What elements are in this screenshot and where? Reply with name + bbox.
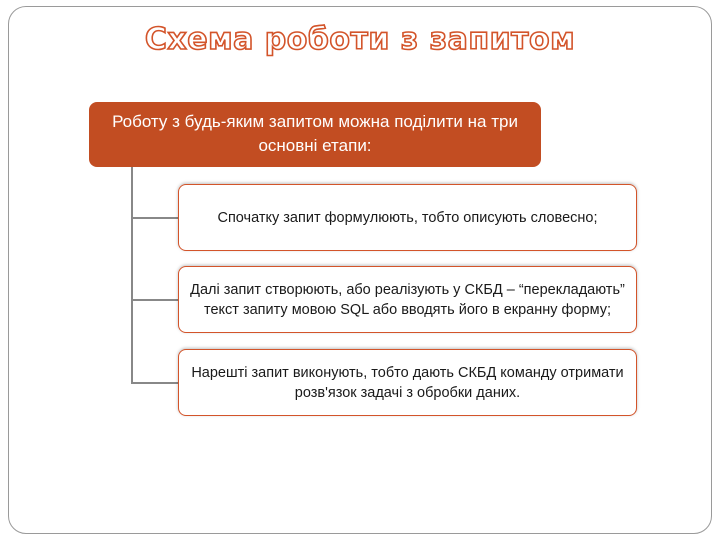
connector-vertical (131, 167, 133, 383)
step-2-text: Далі запит створюють, або реалізують у СКБД – “перекладають” текст запиту мовою SQL або вводять його в екранну форму; (190, 281, 625, 318)
connector-step-2 (131, 299, 178, 301)
header-box: Роботу з будь-яким запитом можна поділити на три основні етапи: (89, 102, 541, 167)
slide-title: Схема роботи з запитом (144, 22, 576, 57)
step-box-3 (178, 349, 637, 416)
step-1-text: Спочатку запит формулюють, тобто описують словесно; (217, 209, 598, 226)
step-3-text: Нарешті запит виконують, тобто дають СКБД команду отримати розв'язок задачі з обробки даних. (191, 364, 624, 401)
connector-step-1 (131, 217, 178, 219)
connector-step-3 (131, 382, 178, 384)
step-box-2 (178, 266, 637, 333)
step-box-1 (178, 184, 637, 251)
